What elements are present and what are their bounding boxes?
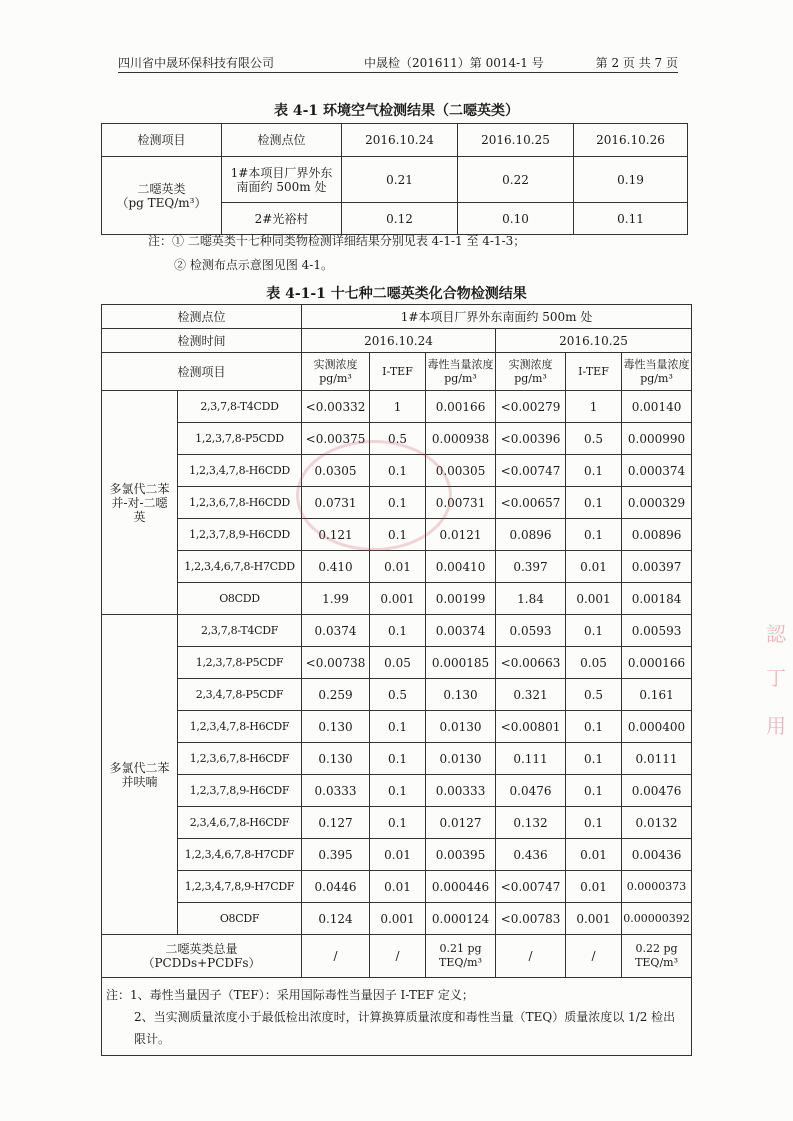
- table-row: [102, 391, 692, 423]
- value-cell: 0.001: [370, 583, 426, 615]
- value-cell: 1.99: [302, 583, 370, 615]
- value-cell: 0.05: [566, 647, 622, 679]
- value-cell: 1: [566, 391, 622, 423]
- value-cell: 0.00140: [622, 391, 692, 423]
- value-cell: <0.00663: [496, 647, 566, 679]
- value-cell: 0.1: [370, 519, 426, 551]
- dioxin-congener-table: [101, 304, 692, 1056]
- value-cell: /: [370, 935, 426, 978]
- value-cell: 0.1: [566, 455, 622, 487]
- total-label-line: 二噁英类总量: [165, 942, 238, 956]
- congener-name: 2,3,4,6,7,8-H6CDF: [178, 807, 302, 839]
- value-cell: 0.00397: [622, 551, 692, 583]
- congener-name: 1,2,3,4,6,7,8-H7CDD: [178, 551, 302, 583]
- value-cell: 0.0593: [496, 615, 566, 647]
- value-cell: 0.1: [370, 711, 426, 743]
- table-row: [102, 679, 692, 711]
- site-row: [102, 305, 692, 329]
- congener-name: 1,2,3,4,7,8-H6CDD: [178, 455, 302, 487]
- table-row: [102, 157, 688, 203]
- value-cell: 0.01: [370, 839, 426, 871]
- value-cell: 0.161: [622, 679, 692, 711]
- value-cell: 0.130: [302, 711, 370, 743]
- note-line: 2、当实测质量浓度小于最低检出浓度时，计算换算质量浓度和毒性当量（TEQ）质量浓度以 1/2 检出限计。: [134, 1010, 676, 1046]
- value-cell: 0.0130: [426, 711, 496, 743]
- header-site: 检测点位: [222, 124, 342, 157]
- date-cell: 2016.10.24: [302, 329, 496, 353]
- value-cell: 0.130: [426, 679, 496, 711]
- value-cell: 0.00333: [426, 775, 496, 807]
- item-label: 检测项目: [102, 353, 302, 391]
- value-cell: 0.397: [496, 551, 566, 583]
- value-cell: 0.1: [566, 743, 622, 775]
- table-row: [102, 807, 692, 839]
- value-cell: 0.11: [574, 203, 688, 235]
- note-line: 注：1、毒性当量因子（TEF）：采用国际毒性当量因子 I-TEF 定义；: [106, 988, 474, 1002]
- header-item: 检测项目: [102, 124, 222, 157]
- ambient-air-table: [101, 123, 688, 235]
- table-row: [102, 615, 692, 647]
- value-cell: 0.0000373: [622, 871, 692, 903]
- header-date: 2016.10.24: [342, 124, 458, 157]
- value-cell: 0.259: [302, 679, 370, 711]
- value-cell: 0.12: [342, 203, 458, 235]
- time-row: [102, 329, 692, 353]
- total-row: [102, 935, 692, 978]
- value-cell: 0.01: [566, 551, 622, 583]
- value-cell: 0.01: [370, 871, 426, 903]
- value-cell: 0.000990: [622, 423, 692, 455]
- table-row: [102, 551, 692, 583]
- group-pcdd-label: 多氯代二苯并-对-二噁英: [102, 391, 178, 615]
- congener-name: 2,3,7,8-T4CDD: [178, 391, 302, 423]
- value-cell: 0.00184: [622, 583, 692, 615]
- item-unit: （pg TEQ/m³）: [116, 195, 207, 210]
- col-header: I-TEF: [370, 353, 426, 391]
- value-cell: 0.1: [566, 615, 622, 647]
- table-row: [102, 647, 692, 679]
- report-number: 中晟检（201611）第 0014-1 号: [364, 56, 544, 70]
- table1-caption: 表 4-1 环境空气检测结果（二噁英类）: [273, 103, 520, 119]
- value-cell: <0.00738: [302, 647, 370, 679]
- table-row: [102, 775, 692, 807]
- value-cell: 0.19: [574, 157, 688, 203]
- value-cell: 0.00395: [426, 839, 496, 871]
- value-cell: 1.84: [496, 583, 566, 615]
- table-row: [102, 583, 692, 615]
- value-cell: 0.124: [302, 903, 370, 935]
- value-cell: 0.0446: [302, 871, 370, 903]
- value-cell: 0.130: [302, 743, 370, 775]
- value-cell: 0.1: [370, 807, 426, 839]
- congener-name: 1,2,3,6,7,8-H6CDD: [178, 487, 302, 519]
- notes-row: [102, 978, 692, 1056]
- header-date: 2016.10.26: [574, 124, 688, 157]
- col-header: 实测浓度 pg/m³: [496, 353, 566, 391]
- value-cell: 0.001: [566, 903, 622, 935]
- site-cell: 1#本项目厂界外东南面约 500m 处: [222, 157, 342, 203]
- value-cell: 0.0731: [302, 487, 370, 519]
- value-cell: 0.436: [496, 839, 566, 871]
- value-cell: <0.00801: [496, 711, 566, 743]
- value-cell: 0.00199: [426, 583, 496, 615]
- value-cell: 0.1: [566, 519, 622, 551]
- value-cell: 0.0111: [622, 743, 692, 775]
- table-row: [102, 711, 692, 743]
- value-cell: 0.000166: [622, 647, 692, 679]
- value-cell: 0.00000392: [622, 903, 692, 935]
- value-cell: 0.132: [496, 807, 566, 839]
- table1-notes: [148, 229, 525, 277]
- value-cell: 0.0333: [302, 775, 370, 807]
- value-cell: /: [496, 935, 566, 978]
- congener-name: O8CDF: [178, 903, 302, 935]
- header-rule: [118, 72, 678, 73]
- value-cell: 0.000400: [622, 711, 692, 743]
- value-cell: 1: [370, 391, 426, 423]
- col-header: 毒性当量浓度 pg/m³: [622, 353, 692, 391]
- item-name: 二噁英类: [137, 181, 186, 196]
- congener-name: 2,3,7,8-T4CDF: [178, 615, 302, 647]
- site-value: 1#本项目厂界外东南面约 500m 处: [302, 305, 692, 329]
- value-cell: /: [302, 935, 370, 978]
- value-cell: 0.1: [370, 615, 426, 647]
- congener-name: 1,2,3,7,8,9-H6CDD: [178, 519, 302, 551]
- value-cell: 0.321: [496, 679, 566, 711]
- value-cell: 0.000446: [426, 871, 496, 903]
- value-cell: /: [566, 935, 622, 978]
- note-line: ② 检测布点示意图见图 4-1。: [174, 258, 333, 272]
- value-cell: 0.00436: [622, 839, 692, 871]
- col-header: 实测浓度 pg/m³: [302, 353, 370, 391]
- value-cell: 0.1: [370, 743, 426, 775]
- value-cell: 0.00410: [426, 551, 496, 583]
- total-label: [102, 935, 302, 978]
- value-cell: 0.000374: [622, 455, 692, 487]
- value-cell: 0.0374: [302, 615, 370, 647]
- value-cell: 0.0896: [496, 519, 566, 551]
- col-header: I-TEF: [566, 353, 622, 391]
- value-cell: 0.1: [370, 487, 426, 519]
- value-cell: 0.00896: [622, 519, 692, 551]
- value-cell: 0.5: [370, 423, 426, 455]
- value-cell: 0.00731: [426, 487, 496, 519]
- value-cell: 0.1: [566, 487, 622, 519]
- table-row: [102, 871, 692, 903]
- value-cell: <0.00783: [496, 903, 566, 935]
- value-cell: 0.01: [566, 871, 622, 903]
- value-cell: <0.00332: [302, 391, 370, 423]
- congener-name: 1,2,3,7,8,9-H6CDF: [178, 775, 302, 807]
- congener-name: 1,2,3,4,6,7,8-H7CDF: [178, 839, 302, 871]
- total-label-line: （PCDDs+PCDFs）: [142, 956, 261, 970]
- value-cell: 0.1: [566, 711, 622, 743]
- company-name: 四川省中晟环保科技有限公司: [118, 56, 275, 70]
- value-cell: 0.0476: [496, 775, 566, 807]
- page-number: 第 2 页 共 7 页: [595, 56, 678, 70]
- time-label: 检测时间: [102, 329, 302, 353]
- total-value: 0.21 pg TEQ/m³: [426, 935, 496, 978]
- value-cell: <0.00375: [302, 423, 370, 455]
- value-cell: 0.10: [458, 203, 574, 235]
- table2-notes: [102, 978, 692, 1056]
- value-cell: <0.00747: [496, 455, 566, 487]
- value-cell: 0.001: [370, 903, 426, 935]
- value-cell: <0.00396: [496, 423, 566, 455]
- table-row: [102, 903, 692, 935]
- table-row: [102, 743, 692, 775]
- site-cell: 2#光裕村: [222, 203, 342, 235]
- value-cell: 0.00166: [426, 391, 496, 423]
- table-row: [102, 839, 692, 871]
- value-cell: 0.00593: [622, 615, 692, 647]
- value-cell: 0.0130: [426, 743, 496, 775]
- table1-header-row: [102, 124, 688, 157]
- value-cell: 0.5: [370, 679, 426, 711]
- value-cell: <0.00279: [496, 391, 566, 423]
- value-cell: 0.0127: [426, 807, 496, 839]
- value-cell: 0.395: [302, 839, 370, 871]
- value-cell: 0.000329: [622, 487, 692, 519]
- value-cell: 0.01: [566, 839, 622, 871]
- congener-name: 1,2,3,4,7,8,9-H7CDF: [178, 871, 302, 903]
- value-cell: 0.22: [458, 157, 574, 203]
- header-date: 2016.10.25: [458, 124, 574, 157]
- congener-name: 1,2,3,6,7,8-H6CDF: [178, 743, 302, 775]
- value-cell: 0.1: [566, 775, 622, 807]
- value-cell: 0.111: [496, 743, 566, 775]
- note-line: 注：① 二噁英类十七种同类物检测详细结果分别见表 4-1-1 至 4-1-3；: [148, 234, 526, 248]
- congener-name: 1,2,3,7,8-P5CDD: [178, 423, 302, 455]
- date-cell: 2016.10.25: [496, 329, 692, 353]
- inspection-seal: [296, 440, 452, 551]
- value-cell: 0.5: [566, 423, 622, 455]
- value-cell: 0.05: [370, 647, 426, 679]
- value-cell: 0.5: [566, 679, 622, 711]
- value-cell: 0.0305: [302, 455, 370, 487]
- value-cell: 0.0132: [622, 807, 692, 839]
- table2-caption: 表 4-1-1 十七种二噁英类化合物检测结果: [266, 286, 527, 302]
- value-cell: <0.00657: [496, 487, 566, 519]
- value-cell: 0.1: [370, 775, 426, 807]
- value-cell: 0.1: [370, 455, 426, 487]
- value-cell: 0.000938: [426, 423, 496, 455]
- value-cell: 0.410: [302, 551, 370, 583]
- value-cell: 0.127: [302, 807, 370, 839]
- col-header: 毒性当量浓度 pg/m³: [426, 353, 496, 391]
- value-cell: 0.01: [370, 551, 426, 583]
- value-cell: 0.121: [302, 519, 370, 551]
- congener-name: 2,3,4,7,8-P5CDF: [178, 679, 302, 711]
- site-label: 检测点位: [102, 305, 302, 329]
- total-value: 0.22 pg TEQ/m³: [622, 935, 692, 978]
- value-cell: 0.00476: [622, 775, 692, 807]
- value-cell: 0.001: [566, 583, 622, 615]
- congener-name: 1,2,3,7,8-P5CDF: [178, 647, 302, 679]
- value-cell: 0.000124: [426, 903, 496, 935]
- page-header: [118, 54, 678, 72]
- item-cell: [102, 157, 222, 235]
- column-header-row: [102, 353, 692, 391]
- value-cell: 0.21: [342, 157, 458, 203]
- congener-name: O8CDD: [178, 583, 302, 615]
- group-pcdf-label: 多氯代二苯并呋喃: [102, 615, 178, 935]
- value-cell: 0.0121: [426, 519, 496, 551]
- page-edge-seal: 認 丁 用: [766, 622, 786, 738]
- congener-name: 1,2,3,4,7,8-H6CDF: [178, 711, 302, 743]
- value-cell: 0.1: [566, 807, 622, 839]
- value-cell: 0.00374: [426, 615, 496, 647]
- value-cell: <0.00747: [496, 871, 566, 903]
- value-cell: 0.00305: [426, 455, 496, 487]
- value-cell: 0.000185: [426, 647, 496, 679]
